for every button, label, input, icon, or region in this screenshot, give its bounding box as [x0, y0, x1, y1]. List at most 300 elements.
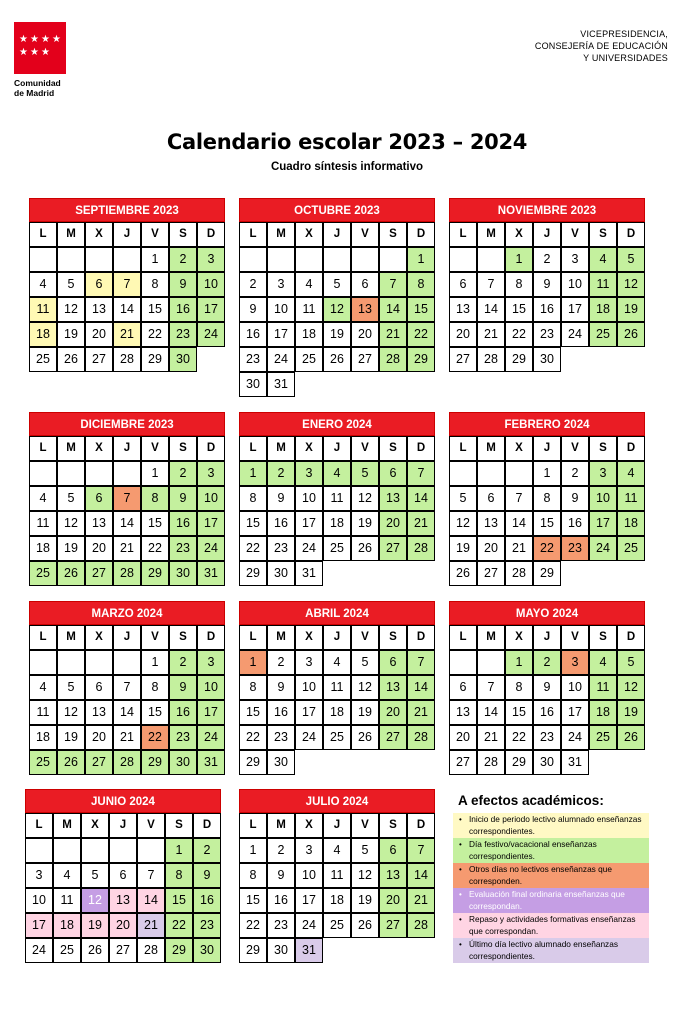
day-cell: 11	[29, 700, 57, 725]
day-cell: 26	[81, 938, 109, 963]
day-cell: 31	[197, 750, 225, 775]
month-calendar	[239, 198, 435, 397]
empty-day-cell	[449, 650, 477, 675]
weekday-header: M	[57, 436, 85, 461]
legend-item	[453, 913, 649, 938]
bullet-icon: •	[459, 840, 462, 849]
day-cell: 13	[85, 700, 113, 725]
day-cell: 15	[533, 511, 561, 536]
weekday-header: D	[407, 813, 435, 838]
day-cell: 24	[25, 938, 53, 963]
month-days-grid	[449, 625, 645, 775]
weekday-header: X	[295, 222, 323, 247]
day-cell: 23	[533, 725, 561, 750]
day-cell: 5	[351, 461, 379, 486]
weekday-header: X	[295, 813, 323, 838]
day-cell: 3	[561, 650, 589, 675]
day-cell: 13	[379, 486, 407, 511]
department-line1: VICEPRESIDENCIA,	[580, 29, 668, 39]
weekday-header: L	[29, 436, 57, 461]
day-cell: 6	[477, 486, 505, 511]
day-cell: 29	[165, 938, 193, 963]
day-cell: 14	[407, 486, 435, 511]
weekday-header: L	[29, 222, 57, 247]
day-cell: 4	[589, 247, 617, 272]
weekday-header: M	[57, 625, 85, 650]
day-cell: 9	[561, 486, 589, 511]
day-cell: 3	[589, 461, 617, 486]
empty-day-cell	[57, 247, 85, 272]
day-cell: 9	[533, 272, 561, 297]
weekday-header: D	[197, 625, 225, 650]
day-cell: 8	[239, 486, 267, 511]
day-cell: 2	[561, 461, 589, 486]
day-cell: 22	[141, 322, 169, 347]
day-cell: 15	[141, 700, 169, 725]
weekday-header: D	[407, 222, 435, 247]
weekday-header: J	[113, 436, 141, 461]
day-cell: 29	[505, 347, 533, 372]
day-cell: 21	[113, 725, 141, 750]
weekday-header: X	[85, 436, 113, 461]
day-cell: 10	[295, 863, 323, 888]
day-cell: 15	[141, 511, 169, 536]
day-cell: 16	[267, 888, 295, 913]
day-cell: 28	[407, 536, 435, 561]
day-cell: 13	[351, 297, 379, 322]
weekday-header: L	[239, 222, 267, 247]
weekday-header: L	[239, 436, 267, 461]
day-cell: 25	[295, 347, 323, 372]
day-cell: 8	[505, 675, 533, 700]
legend-text: Día festivo/vacacional enseñanzas correspondientes.	[469, 839, 597, 861]
weekday-header: X	[81, 813, 109, 838]
page-subtitle: Cuadro síntesis informativo	[270, 161, 424, 173]
weekday-header: D	[407, 436, 435, 461]
day-cell: 25	[589, 725, 617, 750]
day-cell: 11	[295, 297, 323, 322]
day-cell: 15	[239, 511, 267, 536]
weekday-header: L	[239, 625, 267, 650]
day-cell: 10	[267, 297, 295, 322]
day-cell: 7	[477, 272, 505, 297]
day-cell: 11	[323, 863, 351, 888]
day-cell: 4	[323, 461, 351, 486]
day-cell: 27	[109, 938, 137, 963]
bullet-icon: •	[459, 915, 462, 924]
day-cell: 28	[407, 913, 435, 938]
weekday-header: S	[165, 813, 193, 838]
month-title: JUNIO 2024	[25, 789, 221, 813]
day-cell: 15	[141, 297, 169, 322]
day-cell: 29	[239, 938, 267, 963]
day-cell: 21	[505, 536, 533, 561]
day-cell: 13	[85, 511, 113, 536]
day-cell: 19	[351, 888, 379, 913]
month-title: ENERO 2024	[239, 412, 435, 436]
day-cell: 13	[85, 297, 113, 322]
day-cell: 25	[29, 347, 57, 372]
day-cell: 24	[295, 536, 323, 561]
day-cell: 18	[323, 888, 351, 913]
day-cell: 5	[351, 650, 379, 675]
weekday-header: X	[295, 436, 323, 461]
day-cell: 21	[477, 322, 505, 347]
day-cell: 20	[85, 725, 113, 750]
weekday-header: X	[85, 222, 113, 247]
day-cell: 16	[169, 700, 197, 725]
month-days-grid	[239, 625, 435, 775]
weekday-header: M	[477, 222, 505, 247]
day-cell: 25	[323, 913, 351, 938]
weekday-header: V	[351, 222, 379, 247]
department-line2: CONSEJERÍA DE EDUCACIÓN	[534, 41, 668, 51]
day-cell: 30	[193, 938, 221, 963]
day-cell: 16	[169, 511, 197, 536]
day-cell: 2	[169, 650, 197, 675]
legend-text: Otros días no lectivos enseñanzas que corresponden.	[469, 864, 612, 886]
day-cell: 19	[449, 536, 477, 561]
weekday-header: S	[589, 222, 617, 247]
day-cell: 23	[193, 913, 221, 938]
day-cell: 27	[351, 347, 379, 372]
day-cell: 29	[505, 750, 533, 775]
empty-day-cell	[57, 650, 85, 675]
day-cell: 9	[169, 486, 197, 511]
day-cell: 12	[351, 486, 379, 511]
day-cell: 23	[169, 536, 197, 561]
empty-day-cell	[57, 461, 85, 486]
day-cell: 22	[407, 322, 435, 347]
day-cell: 8	[165, 863, 193, 888]
day-cell: 28	[113, 561, 141, 586]
day-cell: 18	[589, 297, 617, 322]
day-cell: 7	[379, 272, 407, 297]
day-cell: 30	[267, 750, 295, 775]
day-cell: 6	[109, 863, 137, 888]
day-cell: 15	[239, 888, 267, 913]
day-cell: 12	[57, 511, 85, 536]
day-cell: 19	[57, 536, 85, 561]
weekday-header: M	[267, 436, 295, 461]
day-cell: 26	[351, 913, 379, 938]
day-cell: 10	[589, 486, 617, 511]
weekday-header: V	[561, 625, 589, 650]
weekday-header: J	[533, 436, 561, 461]
month-calendar	[25, 789, 221, 963]
day-cell: 4	[295, 272, 323, 297]
day-cell: 22	[239, 725, 267, 750]
day-cell: 5	[351, 838, 379, 863]
empty-day-cell	[81, 838, 109, 863]
day-cell: 4	[617, 461, 645, 486]
day-cell: 7	[137, 863, 165, 888]
day-cell: 4	[53, 863, 81, 888]
day-cell: 26	[57, 750, 85, 775]
day-cell: 18	[53, 913, 81, 938]
day-cell: 21	[407, 511, 435, 536]
day-cell: 6	[379, 650, 407, 675]
day-cell: 20	[449, 322, 477, 347]
day-cell: 23	[169, 725, 197, 750]
day-cell: 1	[239, 650, 267, 675]
day-cell: 6	[449, 675, 477, 700]
day-cell: 2	[169, 247, 197, 272]
day-cell: 27	[85, 347, 113, 372]
day-cell: 13	[109, 888, 137, 913]
day-cell: 28	[137, 938, 165, 963]
empty-day-cell	[29, 650, 57, 675]
day-cell: 17	[197, 297, 225, 322]
weekday-header: L	[449, 625, 477, 650]
legend	[453, 793, 649, 963]
day-cell: 26	[617, 725, 645, 750]
empty-day-cell	[477, 650, 505, 675]
empty-day-cell	[137, 838, 165, 863]
weekday-header: S	[169, 222, 197, 247]
month-title: MARZO 2024	[29, 601, 225, 625]
weekday-header: S	[379, 625, 407, 650]
weekday-header: J	[113, 625, 141, 650]
day-cell: 9	[169, 675, 197, 700]
day-cell: 21	[477, 725, 505, 750]
weekday-header: M	[53, 813, 81, 838]
month-title: NOVIEMBRE 2023	[449, 198, 645, 222]
day-cell: 23	[267, 913, 295, 938]
weekday-header: L	[449, 222, 477, 247]
day-cell: 18	[323, 700, 351, 725]
day-cell: 6	[85, 272, 113, 297]
day-cell: 31	[295, 938, 323, 963]
day-cell: 27	[85, 561, 113, 586]
weekday-header: V	[141, 625, 169, 650]
day-cell: 29	[141, 561, 169, 586]
logo-text-line2: de Madrid	[14, 88, 55, 98]
day-cell: 19	[617, 297, 645, 322]
empty-day-cell	[113, 247, 141, 272]
weekday-header: X	[505, 625, 533, 650]
month-days-grid	[239, 436, 435, 586]
day-cell: 6	[85, 675, 113, 700]
day-cell: 27	[449, 750, 477, 775]
day-cell: 25	[53, 938, 81, 963]
day-cell: 9	[169, 272, 197, 297]
month-days-grid	[29, 222, 225, 372]
bullet-icon: •	[459, 940, 462, 949]
day-cell: 30	[533, 750, 561, 775]
day-cell: 15	[505, 297, 533, 322]
day-cell: 5	[617, 650, 645, 675]
weekday-header: M	[57, 222, 85, 247]
day-cell: 3	[197, 247, 225, 272]
day-cell: 22	[505, 322, 533, 347]
day-cell: 12	[57, 297, 85, 322]
day-cell: 20	[379, 888, 407, 913]
legend-item	[453, 838, 649, 863]
day-cell: 9	[239, 297, 267, 322]
day-cell: 4	[29, 272, 57, 297]
empty-day-cell	[53, 838, 81, 863]
day-cell: 23	[267, 725, 295, 750]
month-days-grid	[239, 222, 435, 397]
day-cell: 20	[85, 536, 113, 561]
day-cell: 28	[379, 347, 407, 372]
month-calendar	[239, 412, 435, 586]
day-cell: 14	[477, 297, 505, 322]
day-cell: 2	[267, 650, 295, 675]
weekday-header: V	[561, 436, 589, 461]
weekday-header: X	[295, 625, 323, 650]
weekday-header: S	[379, 813, 407, 838]
day-cell: 14	[113, 297, 141, 322]
day-cell: 25	[617, 536, 645, 561]
day-cell: 3	[197, 650, 225, 675]
day-cell: 12	[351, 863, 379, 888]
day-cell: 16	[533, 700, 561, 725]
day-cell: 26	[449, 561, 477, 586]
day-cell: 30	[169, 347, 197, 372]
day-cell: 22	[141, 725, 169, 750]
day-cell: 8	[407, 272, 435, 297]
day-cell: 26	[57, 347, 85, 372]
day-cell: 26	[617, 322, 645, 347]
weekday-header: M	[267, 222, 295, 247]
day-cell: 5	[57, 272, 85, 297]
day-cell: 1	[407, 247, 435, 272]
day-cell: 25	[29, 561, 57, 586]
day-cell: 16	[239, 322, 267, 347]
day-cell: 2	[169, 461, 197, 486]
day-cell: 25	[323, 536, 351, 561]
empty-day-cell	[85, 461, 113, 486]
logo-text	[14, 78, 74, 98]
month-calendar	[29, 198, 225, 372]
weekday-header: M	[477, 436, 505, 461]
day-cell: 31	[197, 561, 225, 586]
day-cell: 12	[617, 675, 645, 700]
day-cell: 17	[295, 700, 323, 725]
day-cell: 11	[589, 675, 617, 700]
weekday-header: D	[193, 813, 221, 838]
month-title: SEPTIEMBRE 2023	[29, 198, 225, 222]
empty-day-cell	[505, 461, 533, 486]
day-cell: 10	[197, 675, 225, 700]
day-cell: 23	[533, 322, 561, 347]
day-cell: 1	[141, 461, 169, 486]
day-cell: 11	[323, 486, 351, 511]
day-cell: 17	[295, 511, 323, 536]
weekday-header: J	[109, 813, 137, 838]
month-calendar	[449, 412, 645, 586]
day-cell: 13	[379, 675, 407, 700]
day-cell: 1	[505, 247, 533, 272]
day-cell: 29	[141, 347, 169, 372]
day-cell: 17	[561, 700, 589, 725]
day-cell: 9	[267, 675, 295, 700]
weekday-header: S	[379, 222, 407, 247]
weekday-header: V	[351, 436, 379, 461]
day-cell: 24	[561, 322, 589, 347]
month-days-grid	[25, 813, 221, 963]
day-cell: 8	[141, 486, 169, 511]
day-cell: 4	[323, 838, 351, 863]
month-calendar	[239, 601, 435, 775]
day-cell: 30	[169, 750, 197, 775]
day-cell: 1	[141, 247, 169, 272]
day-cell: 25	[323, 725, 351, 750]
day-cell: 21	[137, 913, 165, 938]
day-cell: 24	[295, 725, 323, 750]
weekday-header: S	[589, 436, 617, 461]
empty-day-cell	[379, 247, 407, 272]
day-cell: 10	[295, 486, 323, 511]
day-cell: 24	[267, 347, 295, 372]
month-title: DICIEMBRE 2023	[29, 412, 225, 436]
weekday-header: M	[267, 625, 295, 650]
weekday-header: D	[617, 436, 645, 461]
day-cell: 2	[533, 650, 561, 675]
month-calendar	[29, 601, 225, 775]
day-cell: 8	[239, 675, 267, 700]
month-calendar	[239, 789, 435, 963]
day-cell: 22	[239, 536, 267, 561]
day-cell: 13	[379, 863, 407, 888]
weekday-header: J	[323, 813, 351, 838]
day-cell: 11	[53, 888, 81, 913]
day-cell: 27	[379, 536, 407, 561]
legend-item	[453, 888, 649, 913]
day-cell: 31	[561, 750, 589, 775]
empty-day-cell	[239, 247, 267, 272]
day-cell: 12	[351, 675, 379, 700]
legend-text: Inicio de periodo lectivo alumnado enseñanzas correspondientes.	[469, 814, 642, 836]
day-cell: 5	[617, 247, 645, 272]
day-cell: 10	[25, 888, 53, 913]
day-cell: 25	[589, 322, 617, 347]
weekday-header: D	[197, 222, 225, 247]
empty-day-cell	[477, 461, 505, 486]
empty-day-cell	[449, 247, 477, 272]
day-cell: 8	[239, 863, 267, 888]
day-cell: 7	[407, 650, 435, 675]
day-cell: 18	[29, 322, 57, 347]
day-cell: 23	[169, 322, 197, 347]
day-cell: 10	[197, 486, 225, 511]
legend-text: Repaso y actividades formativas enseñanzas que correspondan.	[469, 914, 636, 936]
day-cell: 7	[113, 675, 141, 700]
weekday-header: S	[589, 625, 617, 650]
day-cell: 16	[267, 700, 295, 725]
empty-day-cell	[351, 247, 379, 272]
day-cell: 10	[561, 675, 589, 700]
weekday-header: X	[505, 222, 533, 247]
day-cell: 2	[267, 461, 295, 486]
day-cell: 19	[57, 322, 85, 347]
day-cell: 22	[165, 913, 193, 938]
weekday-header: V	[351, 625, 379, 650]
empty-day-cell	[85, 247, 113, 272]
day-cell: 14	[407, 675, 435, 700]
day-cell: 20	[109, 913, 137, 938]
day-cell: 17	[561, 297, 589, 322]
month-title: FEBRERO 2024	[449, 412, 645, 436]
page-title: Calendario escolar 2023 – 2024	[166, 130, 528, 154]
day-cell: 11	[617, 486, 645, 511]
day-cell: 4	[29, 486, 57, 511]
day-cell: 31	[295, 561, 323, 586]
day-cell: 16	[169, 297, 197, 322]
day-cell: 17	[295, 888, 323, 913]
